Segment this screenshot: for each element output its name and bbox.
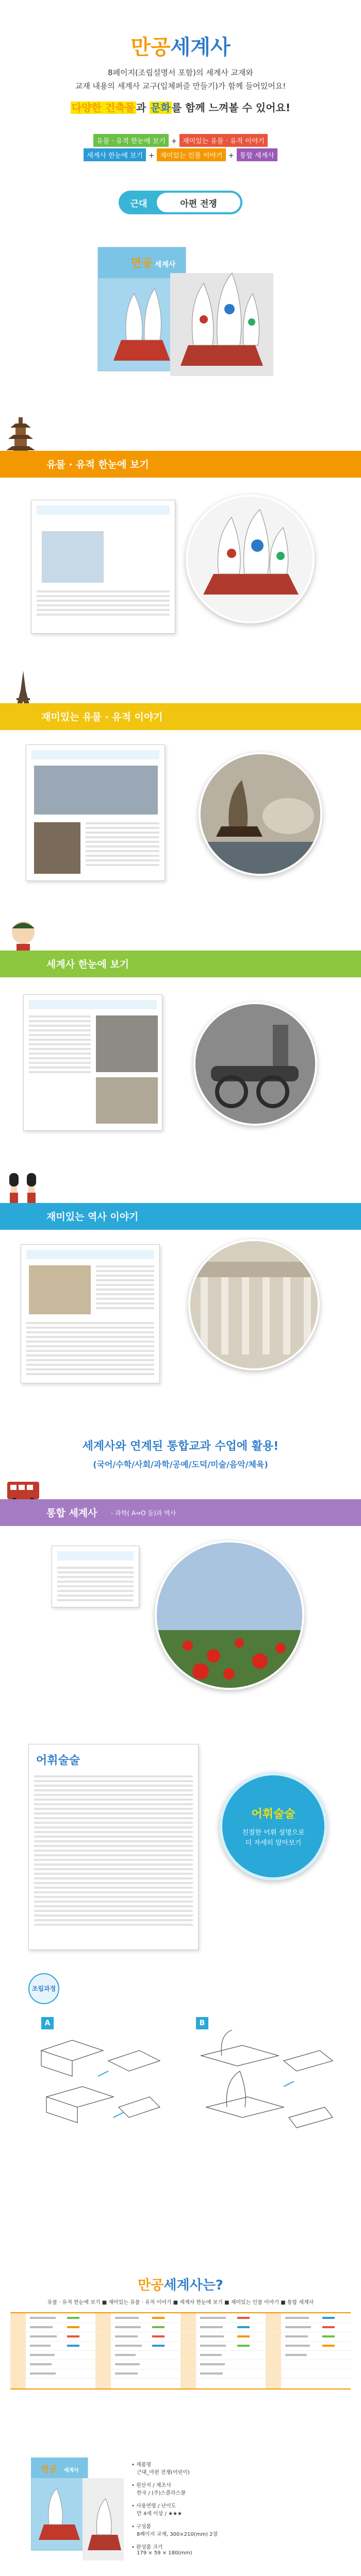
brand-title bbox=[0, 31, 361, 60]
section-title-4: 재미있는 역사 이야기 bbox=[46, 1211, 139, 1223]
era-period: 근대 bbox=[130, 198, 147, 209]
feature-tags-row-2: 세계사 한눈에 보기 + 재미있는 인물 이야기 + 통합 세계사 bbox=[0, 148, 361, 161]
series-legend: 유물 · 유적 한눈에 보기 ■ 재미있는 유물 · 유적 이야기 ■ 세계사 한눈에 보기 ■ 재미있는 인물 이야기 ■ 통합 세계사 bbox=[47, 2300, 314, 2306]
highlight-architecture: 다양한 건축물 bbox=[71, 101, 135, 114]
spec-components-label: • 구성품 bbox=[132, 2524, 152, 2530]
battle-ship-circle bbox=[199, 752, 322, 876]
section-stripe-2 bbox=[0, 703, 361, 730]
feature-tags-row-1: 유물 · 유적 한눈에 보기 + 재미있는 유물 · 유적 이야기 bbox=[0, 134, 361, 147]
product-image bbox=[77, 237, 284, 392]
svg-text:만공: 만공 bbox=[41, 2464, 57, 2474]
cannon-photo-circle bbox=[193, 1002, 317, 1126]
series-info-title-b: 세계사는? bbox=[163, 2278, 223, 2293]
book-page-5 bbox=[52, 1546, 139, 1607]
section-title-3: 세계사 한눈에 보기 bbox=[46, 959, 129, 970]
section-stripe-1 bbox=[0, 451, 361, 478]
assembly-badge: 조립과정 bbox=[28, 1973, 59, 2004]
assembly-diagram-a bbox=[31, 2030, 165, 2135]
section-stripe-3 bbox=[0, 951, 361, 977]
step-a-badge: A bbox=[41, 2017, 54, 2029]
poppy-field-circle bbox=[155, 1540, 304, 1690]
era-title: 아편 전쟁 bbox=[157, 193, 240, 212]
step-b-badge: B bbox=[196, 2017, 208, 2029]
building-photo-circle bbox=[188, 1239, 320, 1370]
intro-highlight bbox=[52, 99, 309, 114]
book-page-2 bbox=[26, 744, 165, 881]
vocab-circle-title: 어휘술술 bbox=[251, 1808, 296, 1821]
section-title-1: 유물 · 유적 한눈에 보기 bbox=[46, 459, 149, 470]
vocab-title: 어휘술술 bbox=[36, 1754, 80, 1767]
highlight-culture: 문화 bbox=[151, 101, 171, 114]
series-info-title-a: 만공 bbox=[138, 2278, 164, 2293]
vocab-circle-text-1: 친절한 어휘 설명으로 bbox=[242, 1829, 305, 1837]
tag-relics-overview: 유물 · 유적 한눈에 보기 bbox=[93, 134, 169, 147]
era-badge bbox=[119, 191, 242, 214]
svg-text:세계사: 세계사 bbox=[63, 2468, 79, 2473]
svg-text:만공: 만공 bbox=[130, 257, 153, 270]
spec-components-value: 8페이지 교재, 300×210(mm) 2장 bbox=[137, 2532, 218, 2537]
intro-line-2: 교재 내용의 세계사 교구(입체퍼즐 만들기)가 함께 들어있어요! bbox=[75, 81, 286, 91]
brand-title-b: 세계사 bbox=[170, 36, 231, 59]
vocab-circle-text-2: 더 자세히 알아보기 bbox=[245, 1839, 302, 1847]
tag-integrated: 통합 세계사 bbox=[237, 148, 277, 161]
book-page-3 bbox=[23, 994, 162, 1131]
ship-model-circle bbox=[186, 495, 315, 623]
spec-age-value: 만 4세 이상 / ★★★ bbox=[137, 2511, 182, 2517]
tag-people-story: 재미있는 인물 이야기 bbox=[157, 148, 225, 161]
series-info-title bbox=[0, 2275, 361, 2294]
vocab-circle bbox=[219, 1772, 327, 1880]
integrated-subjects: (국어/수학/사회/과학/공예/도덕/미술/음악/체육) bbox=[93, 1460, 268, 1469]
brand-title-a: 만공 bbox=[130, 36, 171, 59]
spec-size-label: • 완성품 크기 bbox=[132, 2545, 163, 2550]
integrated-title: 세계사와 연계된 통합교과 수업에 활용! bbox=[82, 1440, 279, 1453]
vocab-page bbox=[28, 1744, 199, 1950]
tag-history-overview: 세계사 한눈에 보기 bbox=[84, 148, 146, 161]
highlight-mid: 과 bbox=[136, 101, 150, 114]
section-subtitle-5: - 과학( A⇒O 둘)과 역사 bbox=[111, 1510, 176, 1517]
assembly-diagram-b bbox=[191, 2030, 335, 2145]
svg-text:세계사: 세계사 bbox=[154, 261, 176, 269]
spec-product-label: • 제품명 bbox=[132, 2462, 152, 2468]
section-stripe-5 bbox=[0, 1499, 361, 1526]
series-table bbox=[10, 2312, 351, 2389]
product-box-thumbnail bbox=[31, 2458, 124, 2563]
spec-maker-label: • 원산지 / 제조사 bbox=[132, 2483, 171, 2488]
spec-size-value: 179 × 59 × 180(mm) bbox=[137, 2550, 192, 2556]
book-page-1 bbox=[31, 500, 175, 634]
spec-maker-value: 한국 / (주)스콜라스쿨 bbox=[137, 2490, 186, 2496]
section-title-5: 통합 세계사 bbox=[46, 1507, 97, 1519]
book-page-4 bbox=[21, 1244, 160, 1383]
intro-header bbox=[0, 0, 361, 242]
section-title-2: 재미있는 유물 · 유적 이야기 bbox=[41, 711, 163, 723]
highlight-end: 를 함께 느껴볼 수 있어요! bbox=[171, 101, 290, 114]
spec-age-label: • 사용연령 / 난이도 bbox=[132, 2503, 176, 2509]
section-stripe-4 bbox=[0, 1203, 361, 1230]
tag-relics-story: 재미있는 유물 · 유적 이야기 bbox=[179, 134, 268, 147]
spec-product-value: 근대_아편 전쟁(어린이) bbox=[137, 2470, 190, 2476]
intro-line-1: 8페이지(조립설명서 포함)의 세계사 교재와 bbox=[108, 68, 253, 77]
